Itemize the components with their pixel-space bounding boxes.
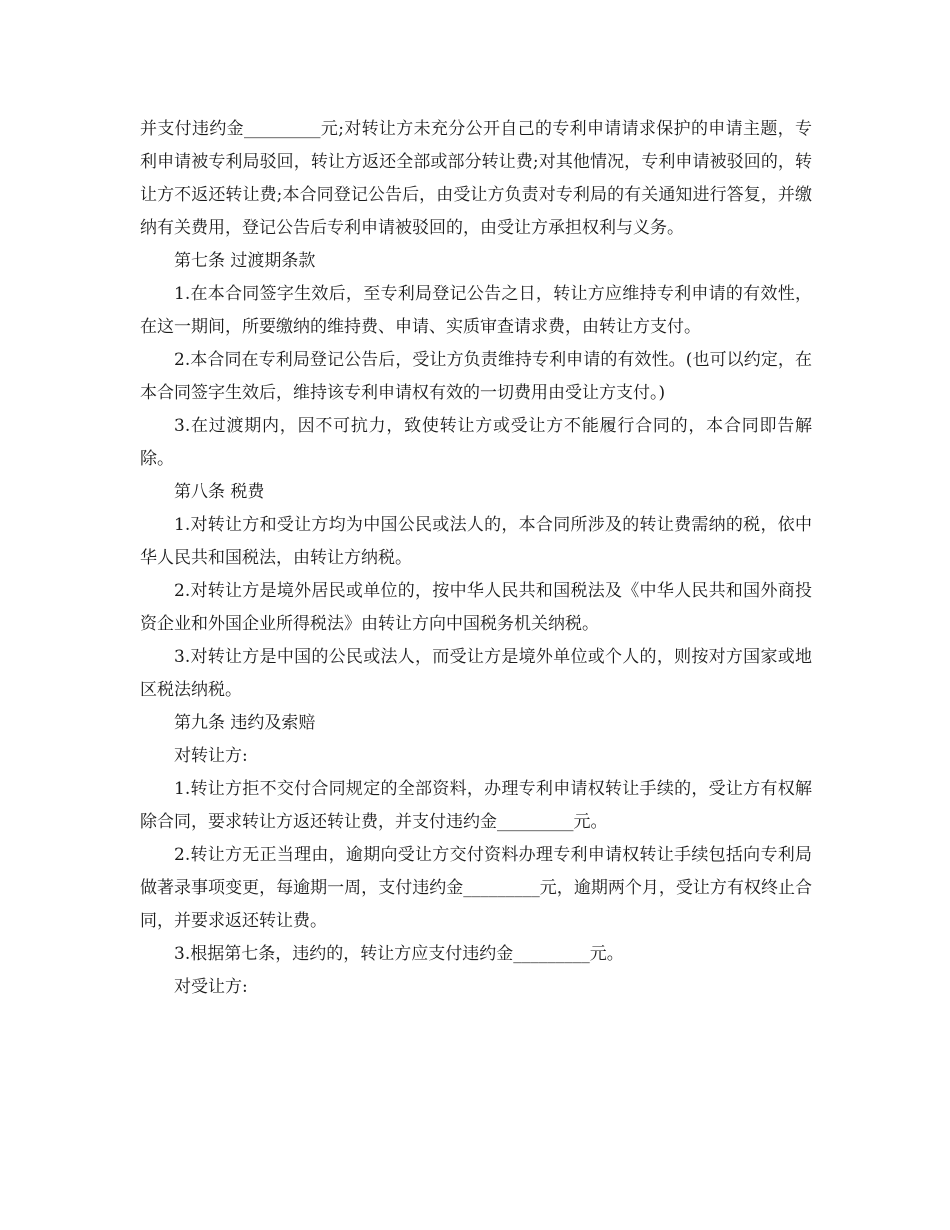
article-7-clause-3: 3.在过渡期内，因不可抗力，致使转让方或受让方不能履行合同的，本合同即告解除。: [140, 416, 812, 469]
transferee-subheading: 对受让方:: [174, 977, 248, 997]
article-8-heading: 第八条 税费: [174, 482, 265, 502]
article-8-clause-2: 2.对转让方是境外居民或单位的，按中华人民共和国税法及《中华人民共和国外商投资企业和外国企业所得税法》由转让方向中国税务机关纳税。: [140, 581, 812, 634]
article-8-clause-3: 3.对转让方是中国的公民或法人，而受让方是境外单位或个人的，则按对方国家或地区税法纳税。: [140, 647, 812, 700]
article-7-clause-2: 2.本合同在专利局登记公告后，受让方负责维持专利申请的有效性。(也可以约定，在本合同签字生效后，维持该专利申请权有效的一切费用由受让方支付。): [140, 350, 812, 403]
article-9-transferor-clause-2: 2.转让方无正当理由，逾期向受让方交付资料办理专利申请权转让手续包括向专利局做著录事项变更，每逾期一周，支付违约金_________元，逾期两个月，受让方有权终止合同，并要求返还转让费。: [140, 845, 812, 931]
article-9-transferor-clause-1: 1.转让方拒不交付合同规定的全部资料，办理专利申请权转让手续的，受让方有权解除合同，要求转让方返还转让费，并支付违约金_________元。: [140, 779, 812, 832]
paragraph-continuation: 并支付违约金_________元;对转让方未充分公开自己的专利申请请求保护的申请主题，专利申请被专利局驳回，转让方返还全部或部分转让费;对其他情况，专利申请被驳回的，转让方不返还转让费;本合同登记公告后，由受让方负责对专利局的有关通知进行答复，并缴纳有关费用，登记公告后专利申请被驳回的，由受让方承担权利与义务。: [140, 119, 812, 238]
article-8-clause-1: 1.对转让方和受让方均为中国公民或法人的，本合同所涉及的转让费需纳的税，依中华人民共和国税法，由转让方纳税。: [140, 515, 812, 568]
article-9-heading: 第九条 违约及索赔: [174, 713, 316, 733]
article-7-heading: 第七条 过渡期条款: [174, 251, 316, 271]
article-7-clause-1: 1.在本合同签字生效后，至专利局登记公告之日，转让方应维持专利申请的有效性，在这一期间，所要缴纳的维持费、申请、实质审查请求费，由转让方支付。: [140, 284, 812, 337]
transferor-subheading: 对转让方:: [174, 746, 248, 766]
article-9-transferor-clause-3: 3.根据第七条，违约的，转让方应支付违约金_________元。: [174, 944, 624, 964]
document-body: [140, 113, 812, 1004]
